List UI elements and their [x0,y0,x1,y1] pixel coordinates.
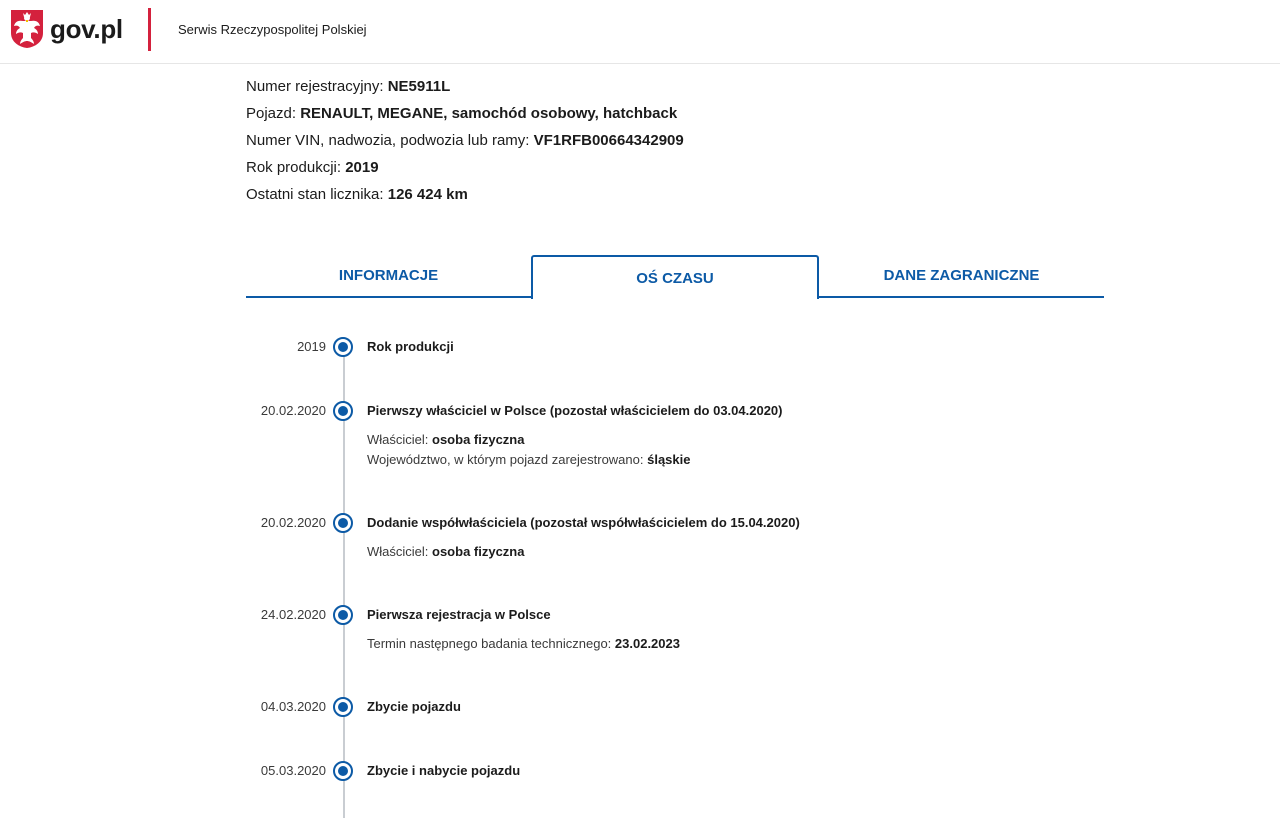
header-divider [148,8,151,51]
timeline-detail-value: osoba fizyczna [432,432,525,447]
timeline-detail-value: śląskie [647,452,691,467]
tab-bar [246,255,1104,299]
timeline-detail [367,634,680,654]
site-header [0,0,1280,64]
timeline-detail [367,450,690,470]
timeline-detail-value: osoba fizyczna [432,544,525,559]
tab-os-czasu[interactable]: OŚ CZASU [531,255,819,299]
registration-label: Numer rejestracyjny: [246,78,388,95]
timeline-dot-icon [333,697,353,717]
registration-value: NE5911L [387,78,451,95]
vehicle-value: RENAULT, MEGANE, samochód osobowy, hatchback [300,105,678,122]
vehicle-info [246,73,684,208]
timeline-title: Dodanie współwłaściciela (pozostał współwłaścicielem do 15.04.2020) [367,515,800,530]
production-year-value: 2019 [345,159,379,176]
timeline-title: Pierwszy właściciel w Polsce (pozostał właścicielem do 03.04.2020) [367,403,783,418]
vehicle-row [246,100,684,127]
timeline-dot-icon [333,761,353,781]
timeline-title: Rok produkcji [367,339,454,354]
timeline-dot-icon [333,401,353,421]
vin-row [246,127,684,154]
tab-informacje[interactable]: INFORMACJE [246,255,531,298]
vehicle-label: Pojazd: [246,105,301,122]
timeline-dot-icon [333,605,353,625]
timeline-title: Zbycie i nabycie pojazdu [367,763,521,778]
timeline-detail-label: Właściciel: [367,544,433,559]
production-year-label: Rok produkcji: [246,159,346,176]
timeline-title: Pierwsza rejestracja w Polsce [367,607,551,622]
timeline-title: Zbycie pojazdu [367,699,461,714]
mileage-value: 126 424 km [387,186,468,203]
polish-eagle-emblem-icon[interactable] [10,9,44,49]
timeline-date: 20.02.2020 [260,403,326,418]
timeline-detail-label: Województwo, w którym pojazd zarejestrowano: [367,452,648,467]
registration-row [246,73,684,100]
gov-pl-logo[interactable]: gov.pl [50,14,123,44]
mileage-row [246,181,684,208]
timeline-detail [367,430,524,450]
timeline-dot-icon [333,337,353,357]
timeline-date: 04.03.2020 [260,699,326,714]
vin-label: Numer VIN, nadwozia, podwozia lub ramy: [246,132,534,149]
timeline-date: 05.03.2020 [260,763,326,778]
service-name: Serwis Rzeczypospolitej Polskiej [178,22,367,37]
timeline-detail [367,542,524,562]
tab-dane-zagraniczne[interactable]: DANE ZAGRANICZNE [819,255,1104,298]
timeline-date: 2019 [297,339,326,354]
timeline-dot-icon [333,513,353,533]
timeline [246,330,1106,807]
timeline-detail-label: Termin następnego badania technicznego: [367,636,615,651]
vin-value: VF1RFB00664342909 [533,132,684,149]
timeline-detail-label: Właściciel: [367,432,433,447]
timeline-date: 20.02.2020 [260,515,326,530]
timeline-detail-value: 23.02.2023 [614,636,680,651]
production-year-row [246,154,684,181]
timeline-date: 24.02.2020 [260,607,326,622]
mileage-label: Ostatni stan licznika: [246,186,388,203]
